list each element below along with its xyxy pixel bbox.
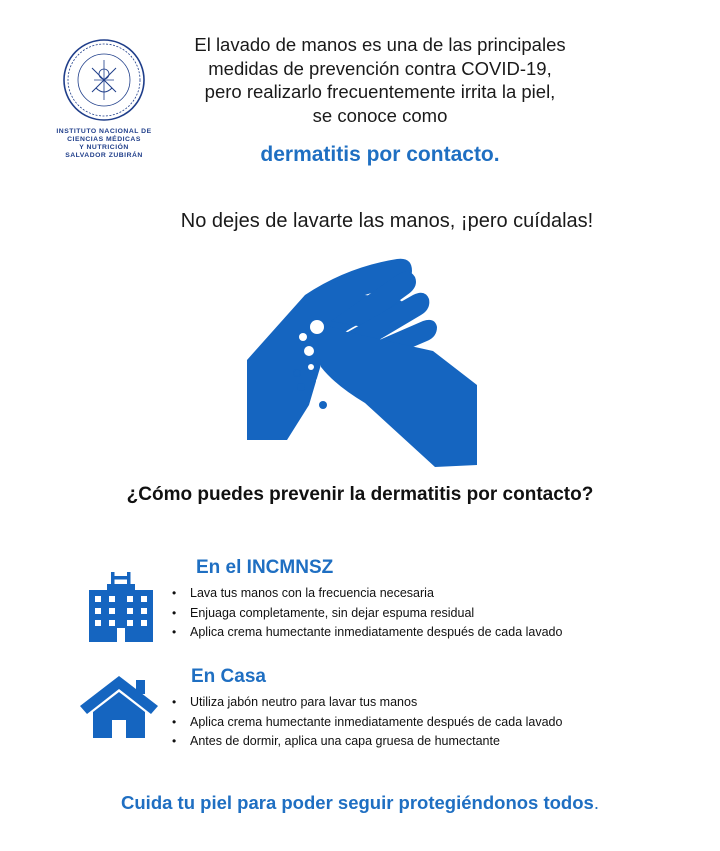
intro-line: pero realizarlo frecuentemente irrita la piel, — [204, 81, 556, 102]
footer-slogan — [0, 792, 720, 814]
list-item: • Antes de dormir, aplica una capa gruesa de humectante — [170, 732, 562, 752]
hand-washing-icon — [247, 255, 479, 472]
headline: dermatitis por contacto. — [260, 143, 500, 166]
tips-list-incmnsz — [170, 584, 562, 643]
intro-line: El lavado de manos es una de las principales — [194, 34, 566, 55]
institute-logo — [52, 38, 156, 160]
logo-line: Y NUTRICIÓN — [79, 144, 129, 151]
logo-line: INSTITUTO NACIONAL DE — [56, 128, 152, 135]
intro-line: se conoce como — [312, 104, 448, 126]
list-item: • Aplica crema humectante inmediatamente después de cada lavado — [170, 713, 562, 733]
list-item: • Utiliza jabón neutro para lavar tus manos — [170, 693, 562, 713]
footer-text: Cuida tu piel para poder seguir protegiéndonos todos — [121, 792, 594, 813]
logo-line: SALVADOR ZUBIRÁN — [65, 152, 143, 159]
intro-paragraph — [180, 33, 580, 127]
subheadline: No dejes de lavarte las manos, ¡pero cuídalas! — [180, 210, 594, 232]
logo-line: CIENCIAS MÉDICAS — [67, 136, 141, 143]
list-item: • Aplica crema humectante inmediatamente después de cada lavado — [170, 623, 562, 643]
list-item: • Lava tus manos con la frecuencia necesaria — [170, 584, 562, 604]
logo-name — [52, 128, 156, 160]
institute-seal-icon — [62, 38, 146, 122]
house-icon — [80, 676, 158, 743]
tips-list-casa — [170, 693, 562, 752]
footer-period: . — [593, 792, 599, 813]
intro-line: medidas de prevención contra COVID-19, — [208, 57, 552, 79]
hospital-icon — [89, 572, 153, 647]
question-heading: ¿Cómo puedes prevenir la dermatitis por contacto? — [126, 484, 594, 505]
section-title-incmnsz: En el INCMNSZ — [196, 557, 334, 578]
list-item: • Enjuaga completamente, sin dejar espuma residual — [170, 604, 562, 624]
section-title-casa: En Casa — [191, 666, 266, 687]
